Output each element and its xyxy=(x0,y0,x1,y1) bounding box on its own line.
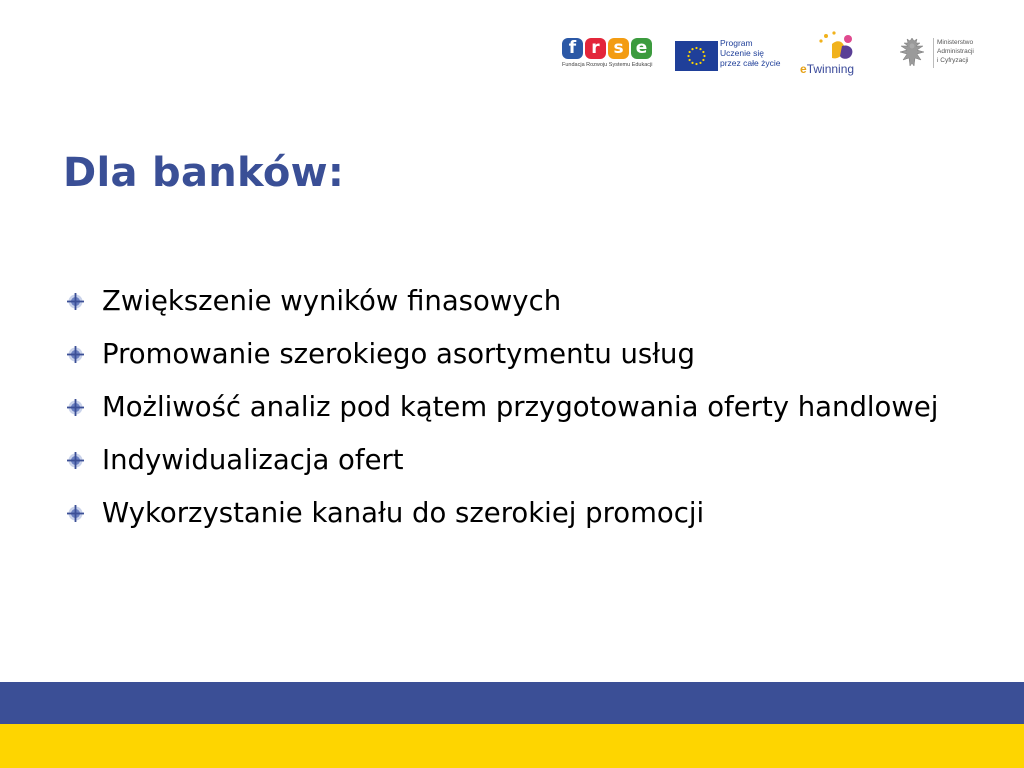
eu-program-line1: Program xyxy=(720,38,753,48)
ministry-divider xyxy=(933,38,934,68)
bullet-list xyxy=(67,283,967,548)
frse-letters xyxy=(562,38,662,59)
ministry-text xyxy=(937,38,974,65)
etwinning-text xyxy=(800,62,854,76)
crosshair-bullet-icon xyxy=(67,293,84,310)
etwinning-figure-icon xyxy=(812,30,862,62)
bullet-item xyxy=(67,442,967,478)
frse-letter-s: s xyxy=(608,38,629,59)
bullet-text: Promowanie szerokiego asortymentu usług xyxy=(102,338,695,370)
frse-caption: Fundacja Rozwoju Systemu Edukacji xyxy=(562,62,653,68)
eu-program-line2: Uczenie się xyxy=(720,48,764,58)
footer-band-yellow xyxy=(0,724,1024,768)
eu-program-text xyxy=(720,38,790,68)
etwinning-logo xyxy=(800,30,880,80)
ministry-line2: Administracji xyxy=(937,48,974,55)
eu-program-logo xyxy=(675,38,780,74)
frse-letter-e: e xyxy=(631,38,652,59)
ministry-logo xyxy=(895,34,990,82)
bullet-item xyxy=(67,283,967,319)
eu-program-line3: przez całe życie xyxy=(720,58,781,68)
bullet-text: Wykorzystanie kanału do szerokiej promocji xyxy=(102,497,705,529)
etwinning-prefix: e xyxy=(800,62,807,76)
partner-logos xyxy=(560,30,990,85)
bullet-text: Możliwość analiz pod kątem przygotowania oferty handlowej xyxy=(102,391,939,423)
frse-logo xyxy=(562,38,662,80)
bullet-item xyxy=(67,495,967,531)
footer-band-blue xyxy=(0,682,1024,724)
crosshair-bullet-icon xyxy=(67,346,84,363)
crosshair-bullet-icon xyxy=(67,452,84,469)
bullet-item xyxy=(67,336,967,372)
bullet-item xyxy=(67,389,967,425)
etwinning-name: Twinning xyxy=(806,62,855,76)
bullet-text: Zwiększenie wyników finasowych xyxy=(102,285,562,317)
ministry-line1: Ministerstwo xyxy=(937,39,974,46)
crosshair-bullet-icon xyxy=(67,399,84,416)
eagle-emblem-icon xyxy=(895,34,929,76)
ministry-line3: i Cyfryzacji xyxy=(937,57,969,64)
eu-flag-icon xyxy=(675,41,718,71)
slide-title: Dla banków: xyxy=(63,150,345,196)
frse-letter-r: r xyxy=(585,38,606,59)
bullet-text: Indywidualizacja ofert xyxy=(102,444,404,476)
frse-letter-f: f xyxy=(562,38,583,59)
crosshair-bullet-icon xyxy=(67,505,84,522)
